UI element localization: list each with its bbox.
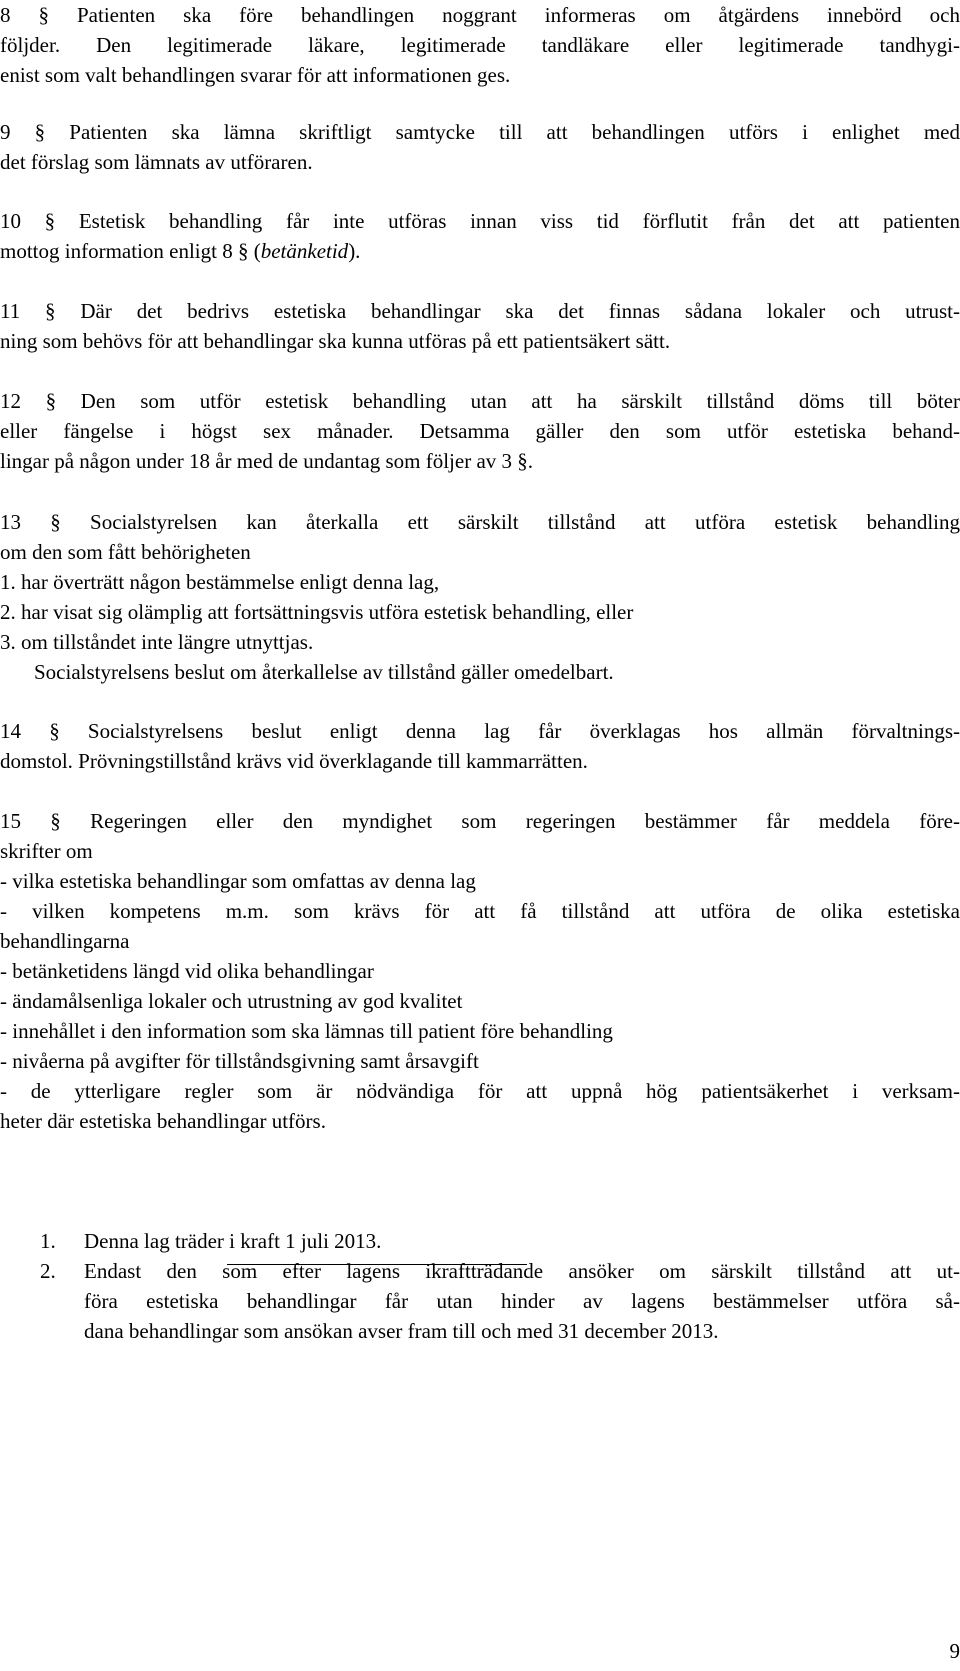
section-14-line: 14 § Socialstyrelsens beslut enligt denna lag får överklagas hos allmän förvaltnings- <box>0 719 960 743</box>
section-8-line: enist som valt behandlingen svarar för att informationen ges. <box>0 63 511 87</box>
section-11-line: 11 § Där det bedrivs estetiska behandlingar ska det finnas sådana lokaler och utrust- <box>0 299 960 323</box>
section-15-list-item: - vilka estetiska behandlingar som omfattas av denna lag <box>0 869 476 893</box>
section-12-line: eller fängelse i högst sex månader. Detsamma gäller den som utför estetiska behand- <box>0 419 960 443</box>
footnote-line: dana behandlingar som ansökan avser fram till och med 31 december 2013. <box>84 1319 719 1343</box>
section-13-list-item: 2. har visat sig olämplig att fortsättningsvis utföra estetisk behandling, eller <box>0 600 634 624</box>
section-15-line: skrifter om <box>0 839 93 863</box>
section-9 <box>0 117 960 177</box>
section-12-line: lingar på någon under 18 år med de undantag som följer av 3 §. <box>0 449 534 473</box>
section-8 <box>0 0 960 90</box>
section-10-line: 10 § Estetisk behandling får inte utföras innan viss tid förflutit från det att patienten <box>0 209 960 233</box>
section-15-list-item: - de ytterligare regler som är nödvändiga för att uppnå hög patientsäkerhet i verksam- <box>0 1079 960 1103</box>
footnote-line: föra estetiska behandlingar får utan hinder av lagens bestämmelser utföra så- <box>84 1289 960 1313</box>
footnote-number: 2. <box>40 1259 56 1283</box>
section-15-list-item: heter där estetiska behandlingar utförs. <box>0 1109 326 1133</box>
page-number: 9 <box>949 1639 960 1663</box>
section-8-line: följder. Den legitimerade läkare, legitimerade tandläkare eller legitimerade tandhygi- <box>0 33 960 57</box>
section-15-list-item: - ändamålsenliga lokaler och utrustning av god kvalitet <box>0 989 463 1013</box>
section-15-line: 15 § Regeringen eller den myndighet som regeringen bestämmer får meddela före- <box>0 809 960 833</box>
section-11 <box>0 296 960 356</box>
section-14 <box>0 716 960 776</box>
section-10-line <box>0 236 960 266</box>
section-12-line: 12 § Den som utför estetisk behandling utan att ha särskilt tillstånd döms till böter <box>0 389 960 413</box>
section-9-line: 9 § Patienten ska lämna skriftligt samtycke till att behandlingen utförs i enlighet med <box>0 120 960 144</box>
section-9-line: det förslag som lämnats av utföraren. <box>0 150 313 174</box>
section-15-list-item: - nivåerna på avgifter för tillståndsgivning samt årsavgift <box>0 1049 479 1073</box>
section-15-list-item: - vilken kompetens m.m. som krävs för att få tillstånd att utföra de olika estetiska <box>0 899 960 923</box>
section-12 <box>0 386 960 476</box>
section-13-line: 13 § Socialstyrelsen kan återkalla ett särskilt tillstånd att utföra estetisk behandling <box>0 510 960 534</box>
footnote-number: 1. <box>40 1229 56 1253</box>
section-13-closing: Socialstyrelsens beslut om återkallelse av tillstånd gäller omedelbart. <box>34 660 614 684</box>
section-15-list-item: - betänketidens längd vid olika behandlingar <box>0 959 374 983</box>
section-13 <box>0 507 960 687</box>
section-10-text: ). <box>348 239 361 263</box>
section-13-list-item: 3. om tillståndet inte längre utnyttjas. <box>0 630 314 654</box>
footnote-line: Endast den som efter lagens ikraftträdande ansöker om särskilt tillstånd att ut- <box>84 1259 960 1283</box>
section-15 <box>0 806 960 1136</box>
section-8-line: 8 § Patienten ska före behandlingen noggrant informeras om åtgärdens innebörd och <box>0 3 960 27</box>
betanketid-term: betänketid <box>260 239 349 263</box>
footnote-body <box>84 1226 960 1256</box>
section-13-line: om den som fått behörigheten <box>0 540 251 564</box>
section-14-line: domstol. Prövningstillstånd krävs vid överklagande till kammarrätten. <box>0 749 588 773</box>
section-15-list-item: behandlingarna <box>0 929 130 953</box>
section-13-list-item: 1. har överträtt någon bestämmelse enligt denna lag, <box>0 570 440 594</box>
section-10 <box>0 206 960 266</box>
section-15-list-item: - innehållet i den information som ska lämnas till patient före behandling <box>0 1019 613 1043</box>
footnote-body <box>84 1256 960 1346</box>
footnote-line: Denna lag träder i kraft 1 juli 2013. <box>84 1229 382 1253</box>
section-11-line: ning som behövs för att behandlingar ska kunna utföras på ett patientsäkert sätt. <box>0 329 671 353</box>
section-10-text: mottog information enligt 8 § ( <box>0 239 261 263</box>
